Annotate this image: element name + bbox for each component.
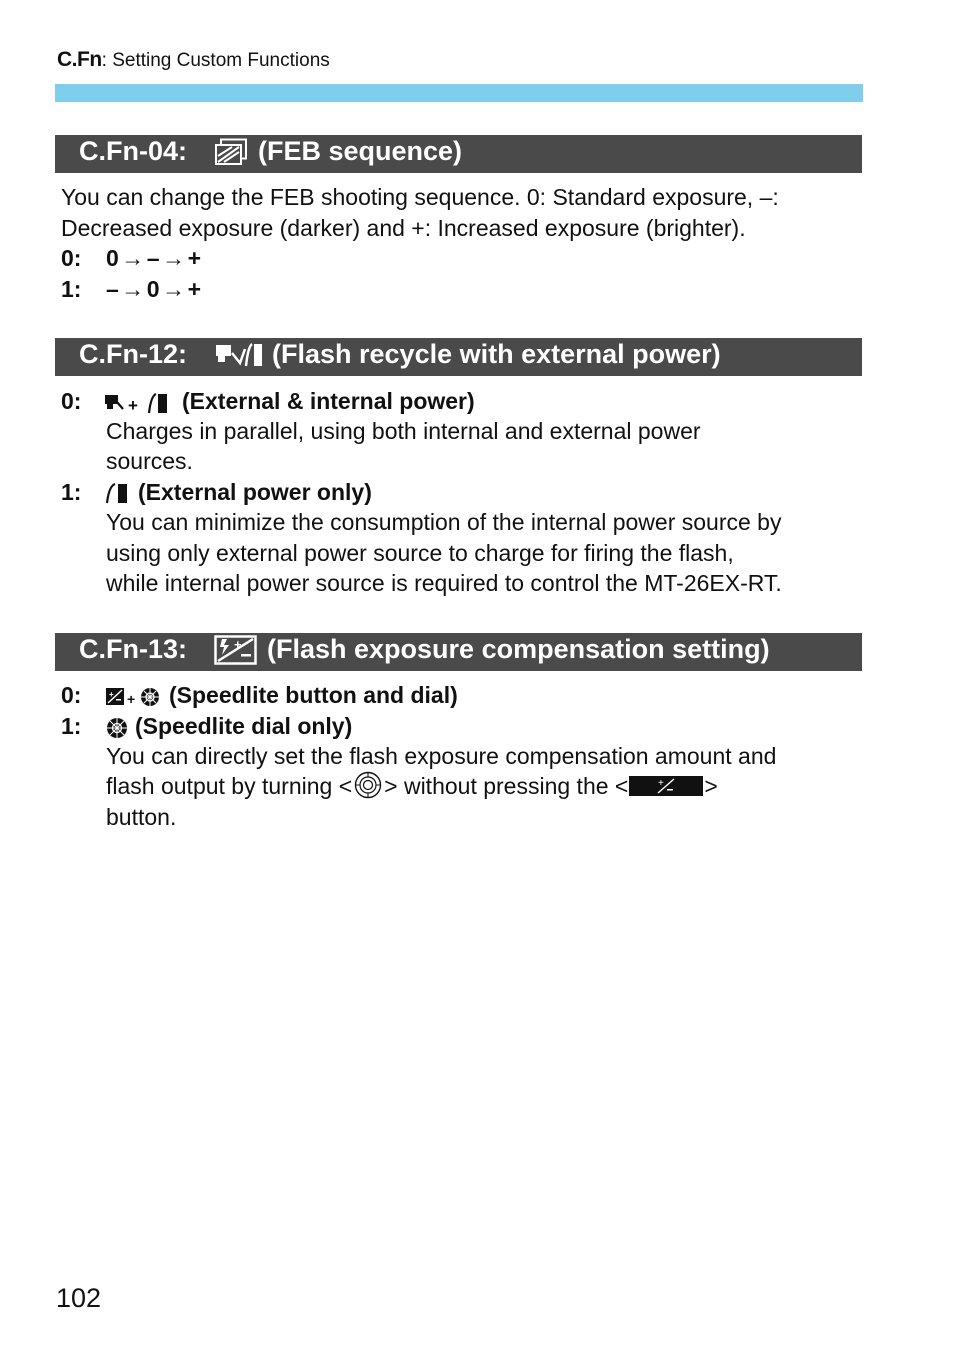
option-1 bbox=[0, 477, 954, 507]
option-0 bbox=[0, 680, 954, 710]
header-rule bbox=[55, 84, 863, 102]
option-number: 0: bbox=[61, 682, 82, 708]
option-0 bbox=[0, 243, 954, 273]
sequence-step: 0 bbox=[106, 245, 119, 271]
option-0 bbox=[0, 386, 954, 416]
section-intro-line-2: Decreased exposure (darker) and +: Increased exposure (brighter). bbox=[61, 215, 746, 241]
arrow-right-icon: → bbox=[162, 245, 186, 271]
sequence-step: – bbox=[146, 245, 160, 271]
option-label: (Speedlite dial only) bbox=[135, 713, 353, 739]
feb-sequence-icon bbox=[214, 138, 248, 166]
dial-icon bbox=[353, 771, 383, 799]
arrow-right-icon: → bbox=[121, 276, 145, 302]
sequence-step: 0 bbox=[146, 276, 160, 302]
external-power-icon bbox=[104, 482, 134, 504]
speedlite-button-and-dial-icon bbox=[105, 686, 163, 708]
section-code: C.Fn-04: bbox=[79, 136, 187, 166]
flash-exposure-compensation-button-icon bbox=[629, 776, 703, 796]
page-number: 102 bbox=[56, 1283, 102, 1313]
option-1 bbox=[0, 274, 954, 304]
option-description: while internal power source is required to control the MT-26EX-RT. bbox=[106, 570, 782, 596]
sequence bbox=[106, 243, 201, 273]
svg-text:+: + bbox=[127, 691, 136, 707]
option-number: 1: bbox=[61, 276, 82, 302]
option-number: 1: bbox=[61, 713, 82, 739]
desc-text: flash output by turning < bbox=[106, 773, 353, 799]
section-intro-line-1: You can change the FEB shooting sequence. 0: Standard exposure, –: bbox=[61, 184, 779, 210]
option-description: You can directly set the flash exposure compensation amount and bbox=[106, 743, 777, 769]
option-label: (Speedlite button and dial) bbox=[169, 682, 458, 708]
section-bar-cfn-13 bbox=[55, 633, 862, 671]
flash-recycle-external-power-icon bbox=[214, 341, 264, 369]
option-number: 0: bbox=[61, 245, 82, 271]
section-code: C.Fn-12: bbox=[79, 339, 187, 369]
sequence bbox=[106, 274, 201, 304]
option-description: You can minimize the consumption of the internal power source by bbox=[106, 509, 782, 535]
section-title: (Flash recycle with external power) bbox=[272, 339, 721, 369]
option-label: (External & internal power) bbox=[182, 388, 475, 414]
section-title: (Flash exposure compensation setting) bbox=[267, 634, 770, 664]
running-header bbox=[57, 48, 330, 72]
section-title: (FEB sequence) bbox=[258, 136, 463, 166]
option-description: using only external power source to charge for firing the flash, bbox=[106, 540, 734, 566]
external-internal-power-icon bbox=[104, 392, 176, 414]
option-description: sources. bbox=[106, 448, 193, 474]
section-bar-cfn-12 bbox=[55, 338, 862, 376]
section-code: C.Fn-13: bbox=[79, 634, 187, 664]
section-bar-cfn-04 bbox=[55, 135, 862, 173]
cfn-label: C.Fn bbox=[57, 48, 102, 71]
option-description-inline bbox=[106, 771, 718, 802]
svg-text:+: + bbox=[234, 637, 242, 652]
flash-exposure-compensation-icon bbox=[214, 635, 258, 665]
option-description: button. bbox=[106, 804, 177, 830]
option-number: 0: bbox=[61, 388, 82, 414]
sequence-step: + bbox=[187, 276, 202, 302]
sequence-step: + bbox=[187, 245, 202, 271]
option-1 bbox=[0, 711, 954, 741]
header-title: : Setting Custom Functions bbox=[101, 50, 330, 71]
option-number: 1: bbox=[61, 479, 82, 505]
svg-text:+: + bbox=[658, 778, 665, 789]
sequence-step: – bbox=[106, 276, 119, 302]
arrow-right-icon: → bbox=[162, 276, 186, 302]
desc-text: > without pressing the < bbox=[384, 773, 629, 799]
arrow-right-icon: → bbox=[121, 245, 145, 271]
speedlite-dial-icon bbox=[106, 717, 128, 739]
option-description: Charges in parallel, using both internal and external power bbox=[106, 418, 701, 444]
desc-text: > bbox=[704, 773, 718, 799]
svg-text:+: + bbox=[109, 690, 114, 699]
svg-text:+: + bbox=[128, 396, 138, 414]
option-label: (External power only) bbox=[138, 479, 372, 505]
